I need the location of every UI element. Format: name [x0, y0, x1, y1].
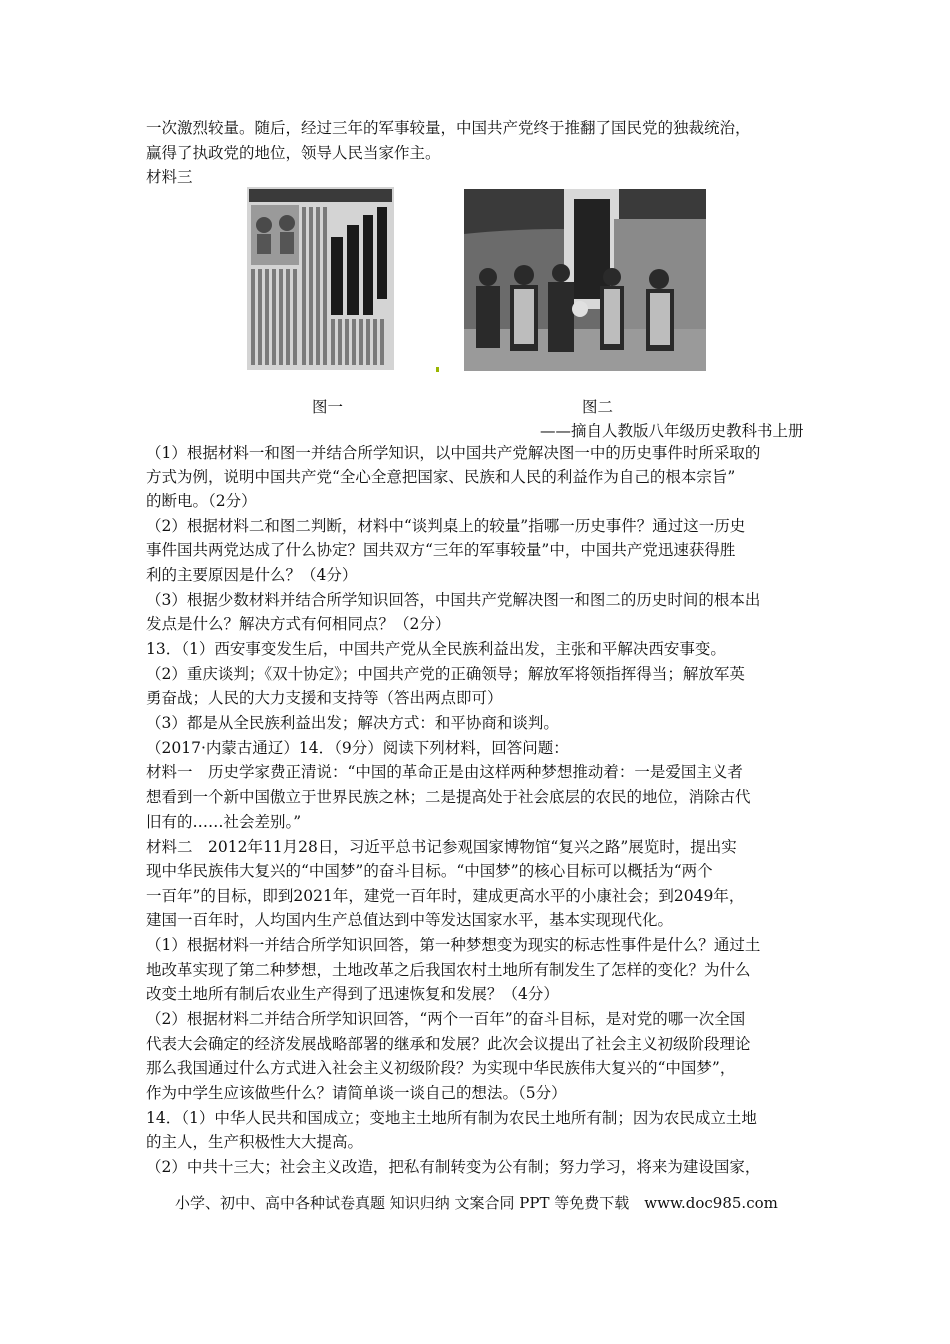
text-line: （1）根据材料一并结合所学知识回答，第一种梦想变为现实的标志性事件是什么？通过土 [146, 936, 761, 954]
text-line: 作为中学生应该做些什么？请简单谈一谈自己的想法。（5分） [146, 1084, 567, 1102]
text-line: （2）根据材料二并结合所学知识回答，“两个一百年”的奋斗目标，是对党的哪一次全国 [146, 1010, 746, 1028]
source-note: ——摘自人教版八年级历史教科书上册 [540, 422, 804, 440]
text-line: 材料一 历史学家费正清说：“中国的革命正是由这样两种梦想推动着：一是爱国主义者 [146, 763, 743, 781]
text-line: 现中华民族伟大复兴的“中国梦”的奋斗目标。“中国梦”的核心目标可以概括为“两个 [146, 862, 713, 880]
text-line: 一百年”的目标，即到2021年，建党一百年时，建成更高水平的小康社会；到2049年， [146, 887, 745, 905]
text-line: 想看到一个新中国傲立于世界民族之林；二是提高处于社会底层的农民的地位，消除古代 [146, 788, 751, 806]
text-line: （3）根据少数材料并结合所学知识回答，中国共产党解决图一和图二的历史时间的根本出 [146, 591, 761, 609]
text-line: （2）中共十三大；社会主义改造，把私有制转变为公有制；努力学习，将来为建设国家， [146, 1158, 761, 1176]
text-line: 勇奋战；人民的大力支援和支持等（答出两点即可） [146, 689, 503, 707]
text-line: 14．（1）中华人民共和国成立；变地主土地所有制为农民土地所有制；因为农民成立土地 [146, 1109, 757, 1127]
text-line: 改变土地所有制后农业生产得到了迅速恢复和发展？（4分） [146, 985, 559, 1003]
text-line: 赢得了执政党的地位，领导人民当家作主。 [146, 144, 441, 162]
figure-1-caption: 图一 [312, 398, 344, 416]
page-footer: 小学、初中、高中各种试卷真题 知识归纳 文案合同 PPT 等免费下载 www.doc985.com [175, 1194, 778, 1212]
text-line: （2）根据材料二和图二判断，材料中“谈判桌上的较量”指哪一历史事件？通过这一历史 [146, 517, 746, 535]
text-line: 方式为例，说明中国共产党“全心全意把国家、民族和人民的利益作为自己的根本宗旨” [146, 468, 736, 486]
text-line: 发点是什么？解决方式有何相同点？（2分） [146, 615, 451, 633]
text-line: 建国一百年时，人均国内生产总值达到中等发达国家水平，基本实现现代化。 [146, 911, 674, 929]
text-line: 13．（1）西安事变发生后，中国共产党从全民族利益出发，主张和平解决西安事变。 [146, 640, 726, 658]
figure-1-newspaper [247, 187, 394, 370]
text-line: 那么我国通过什么方式进入社会主义初级阶段？为实现中华民族伟大复兴的“中国梦”， [146, 1059, 736, 1077]
text-line: 地改革实现了第二种梦想，土地改革之后我国农村土地所有制发生了怎样的变化？为什么 [146, 961, 751, 979]
text-line: 的断电。（2分） [146, 492, 257, 510]
text-line: 的主人，生产积极性大大提高。 [146, 1133, 364, 1151]
text-line: 利的主要原因是什么？（4分） [146, 566, 358, 584]
text-line: 代表大会确定的经济发展战略部署的继承和发展？此次会议提出了社会主义初级阶段理论 [146, 1035, 751, 1053]
text-line: （2017·内蒙古通辽）14．（9分）阅读下列材料，回答问题： [146, 739, 569, 757]
marker-dot [436, 367, 439, 372]
text-line: （2）重庆谈判；《双十协定》；中国共产党的正确领导；解放军将领指挥得当；解放军英 [146, 665, 745, 683]
newspaper-image [247, 187, 394, 370]
text-line: 材料三 [146, 168, 193, 186]
text-line: （3）都是从全民族利益出发；解决方式：和平协商和谈判。 [146, 714, 559, 732]
figure-2-photo [464, 189, 706, 371]
text-line: 一次激烈较量。随后，经过三年的军事较量，中国共产党终于推翻了国民党的独裁统治， [146, 119, 751, 137]
text-line: （1）根据材料一和图一并结合所学知识，以中国共产党解决图一中的历史事件时所采取的 [146, 444, 761, 462]
historical-photo [464, 189, 706, 371]
text-line: 旧有的……社会差别。” [146, 813, 302, 831]
text-line: 事件国共两党达成了什么协定？国共双方“三年的军事较量”中，中国共产党迅速获得胜 [146, 541, 736, 559]
text-line: 材料二 2012年11月28日，习近平总书记参观国家博物馆“复兴之路”展览时，提出实 [146, 838, 737, 856]
figure-2-caption: 图二 [582, 398, 614, 416]
